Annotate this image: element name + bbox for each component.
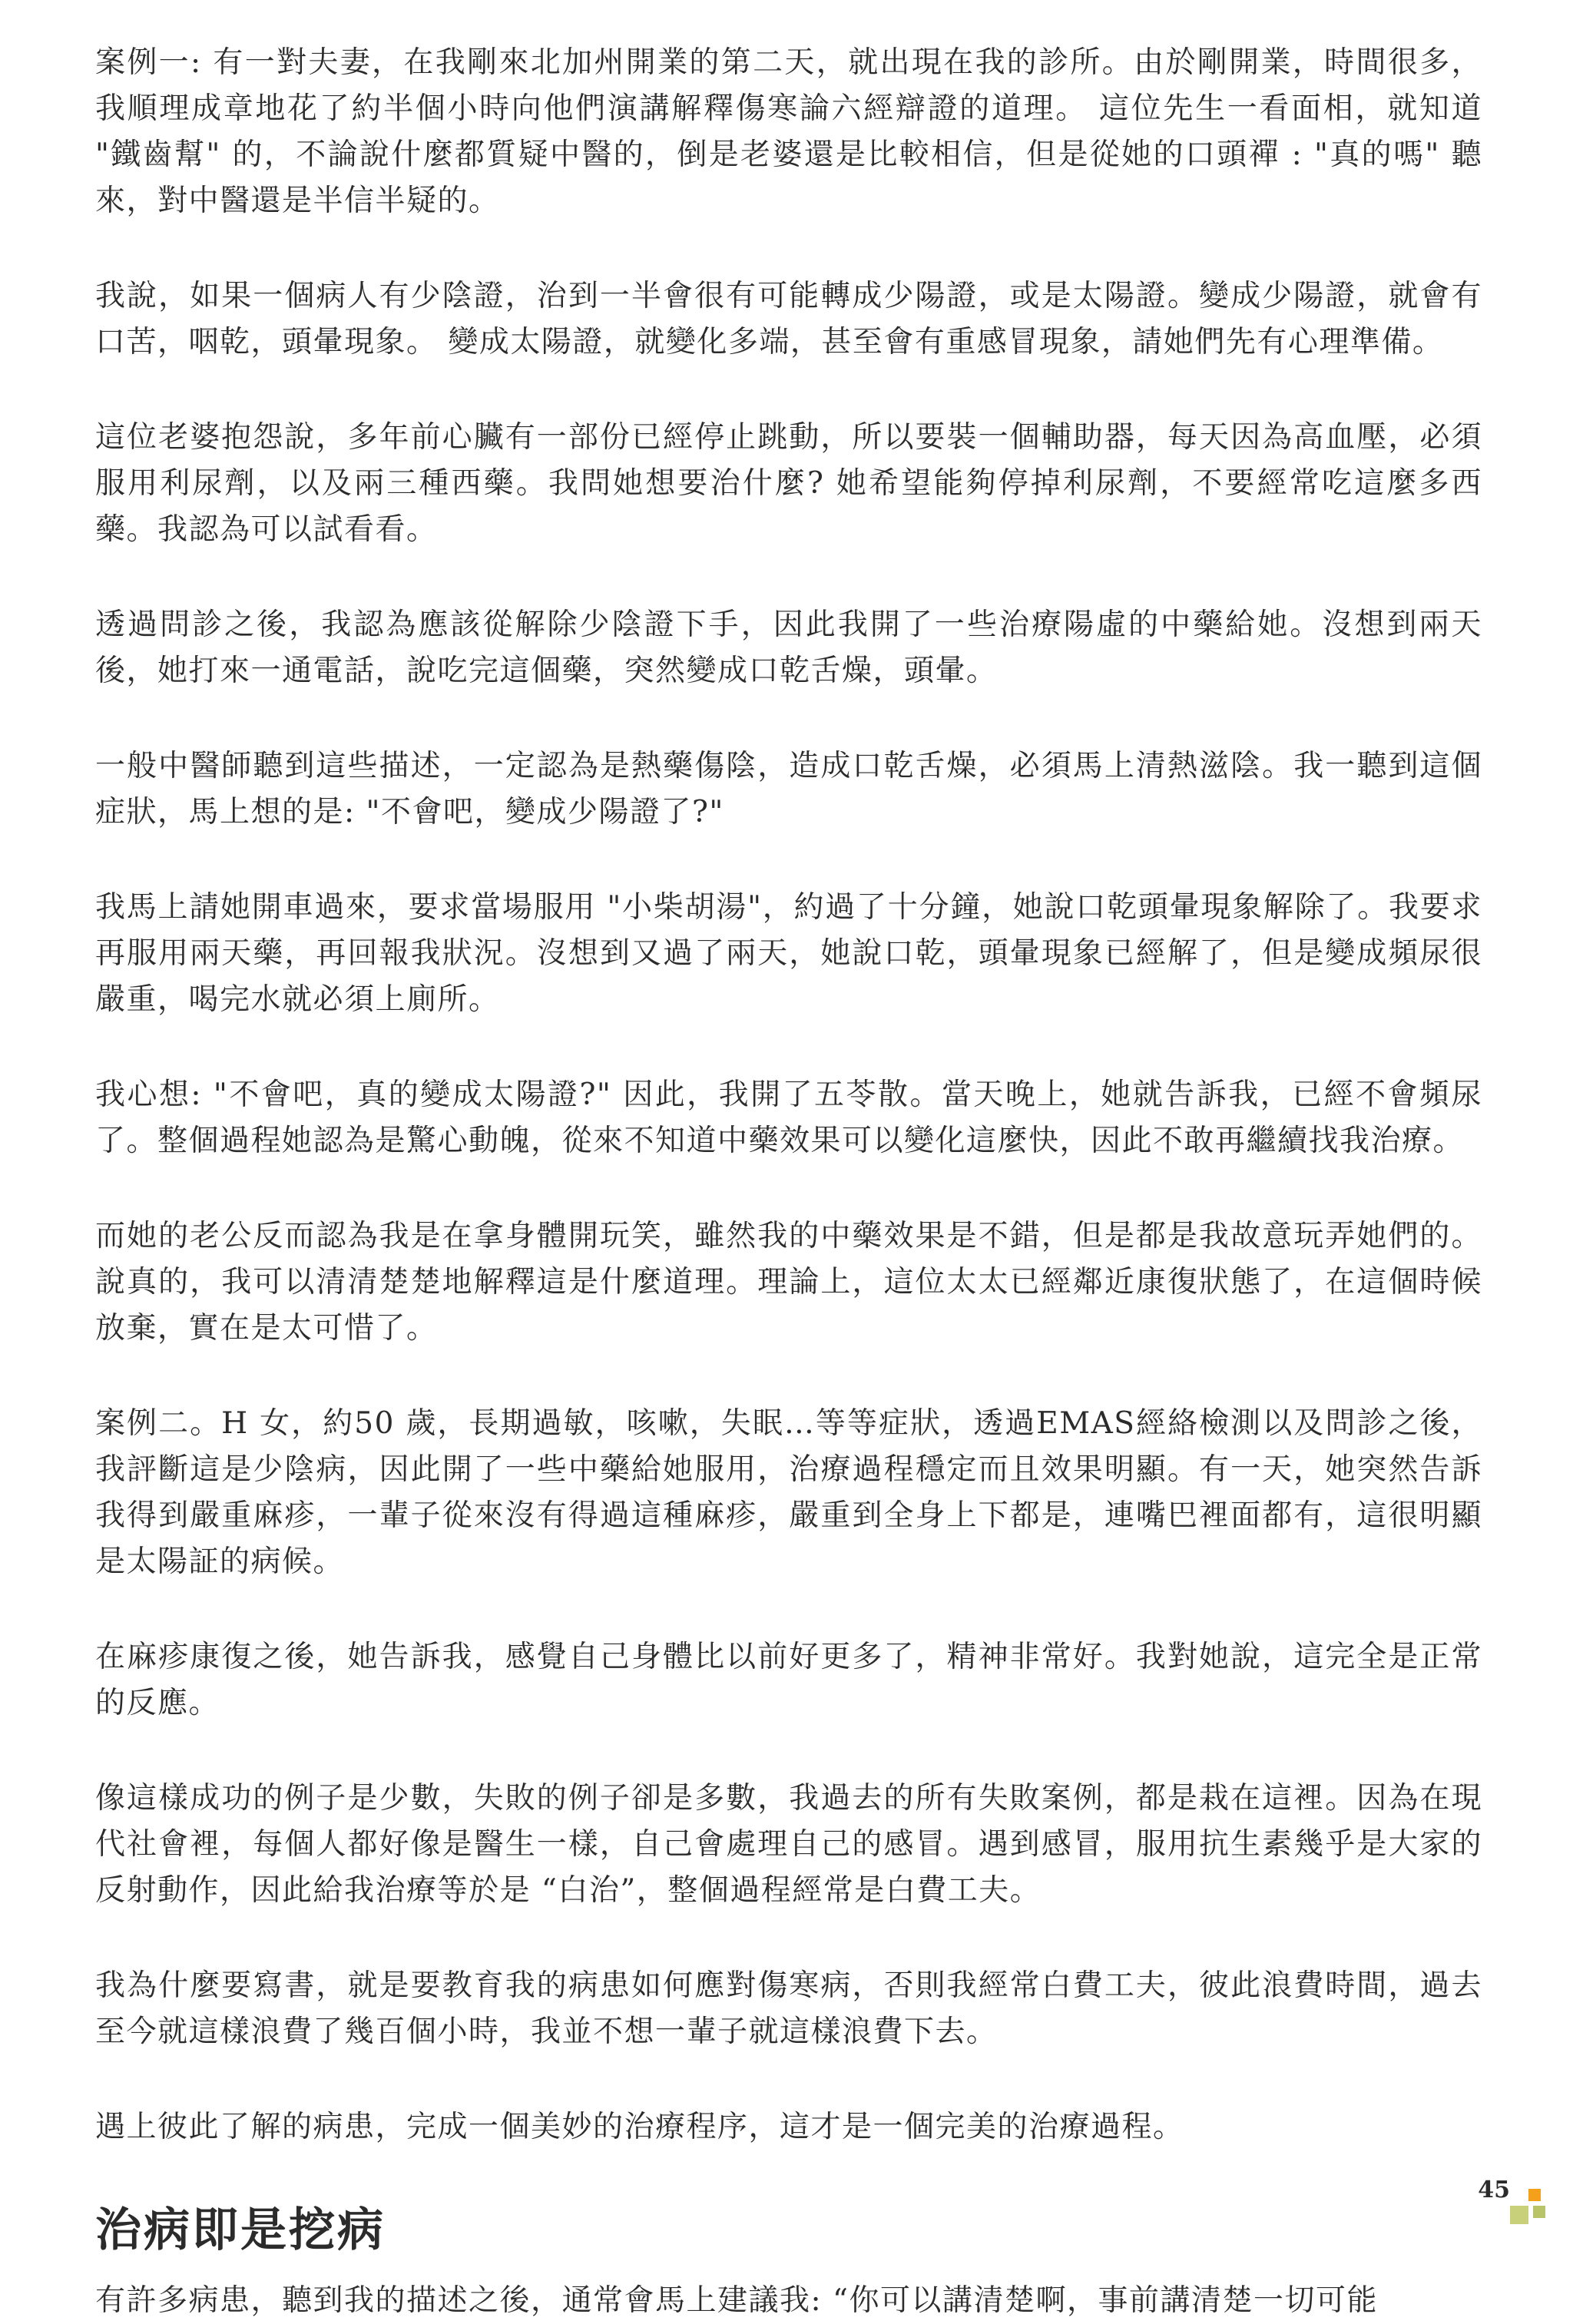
olive-square-small-decoration (1533, 2206, 1545, 2218)
paragraph-why-write: 我為什麼要寫書，就是要教育我的病患如何應對傷寒病，否則我經常白費工夫，彼此浪費時間，過去至今就這樣浪費了幾百個小時，我並不想一輩子就這樣浪費下去。 (95, 1968, 1482, 2049)
paragraph-wife-complaint: 這位老婆抱怨說，多年前心臟有一部份已經停止跳動，所以要裝一個輔助器，每天因為高血壓，必須服用利尿劑，以及兩三種西藥。我問她想要治什麼? 她希望能夠停掉利尿劑，不要經常吃這麼多西藥。我認為可以試看看。 (95, 420, 1482, 547)
page-body (95, 40, 1482, 2324)
paragraph-case-two: 案例二。H 女，約50 歲，長期過敏，咳嗽，失眠…等等症狀，透過EMAS經絡檢測以及問診之後，我評斷這是少陰病，因此開了一些中藥給她服用，治療過程穩定而且效果明顯。有一天，她突然告訴我得到嚴重麻疹，一輩子從來沒有得過這種麻疹，嚴重到全身上下都是，連嘴巴裡面都有，這很明顯是太陽証的病候。 (95, 1406, 1482, 1579)
corner-decoration (1510, 2189, 1573, 2224)
paragraph-explanation: 我說，如果一個病人有少陰證，治到一半會很有可能轉成少陽證，或是太陽證。變成少陽證，就會有口苦，咽乾，頭暈現象。 變成太陽證，就變化多端，甚至會有重感冒現象，請她們先有心理準備。 (95, 279, 1482, 359)
section-heading: 治病即是挖病 (95, 2203, 386, 2257)
paragraph-perfect-process: 遇上彼此了解的病患，完成一個美妙的治療程序，這才是一個完美的治療過程。 (95, 2110, 1184, 2144)
paragraph-wuling: 我心想: "不會吧，真的變成太陽證?" 因此，我開了五苓散。當天晚上，她就告訴我，已經不會頻尿了。整個過程她認為是驚心動魄，從來不知道中藥效果可以變化這麼快，因此不敢再繼續找我治療。 (95, 1078, 1482, 1158)
paragraph-recovery: 在麻疹康復之後，她告訴我，感覺自己身體比以前好更多了，精神非常好。我對她說，這完全是正常的反應。 (95, 1640, 1482, 1720)
orange-square-decoration (1528, 2189, 1541, 2201)
paragraph-typical-doctor: 一般中醫師聽到這些描述，一定認為是熱藥傷陰，造成口乾舌燥，必須馬上清熱滋陰。我一聽到這個症狀，馬上想的是: "不會吧，變成少陽證了?" (95, 749, 1482, 829)
paragraph-xiaochaihu: 我馬上請她開車過來，要求當場服用 "小柴胡湯"，約過了十分鐘，她說口乾頭暈現象解除了。我要求再服用兩天藥，再回報我狀況。沒想到又過了兩天，她說口乾，頭暈現象已經解了，但是變成頻尿很嚴重，喝完水就必須上廁所。 (95, 890, 1482, 1017)
olive-square-decoration (1510, 2206, 1528, 2224)
paragraph-failures: 像這樣成功的例子是少數，失敗的例子卻是多數，我過去的所有失敗案例，都是栽在這裡。因為在現代社會裡，每個人都好像是醫生一樣，自己會處理自己的感冒。遇到感冒，服用抗生素幾乎是大家的反射動作，因此給我治療等於是 “白治”，整個過程經常是白費工夫。 (95, 1781, 1482, 1908)
page-number: 45 (1478, 2177, 1510, 2203)
paragraph-diagnosis: 透過問診之後，我認為應該從解除少陰證下手，因此我開了一些治療陽虛的中藥給她。沒想到兩天後，她打來一通電話，說吃完這個藥，突然變成口乾舌燥，頭暈。 (95, 607, 1482, 688)
paragraph-husband: 而她的老公反而認為我是在拿身體開玩笑，雖然我的中藥效果是不錯，但是都是我故意玩弄她們的。說真的，我可以清清楚楚地解釋這是什麼道理。理論上，這位太太已經鄰近康復狀態了，在這個時候放棄，實在是太可惜了。 (95, 1219, 1482, 1346)
paragraph-section-start: 有許多病患，聽到我的描述之後，通常會馬上建議我: “你可以講清楚啊，事前講清楚一切可能 (95, 2283, 1378, 2318)
paragraph-case-one-intro: 案例一: 有一對夫妻，在我剛來北加州開業的第二天，就出現在我的診所。由於剛開業，時間很多，我順理成章地花了約半個小時向他們演講解釋傷寒論六經辯證的道理。 這位先生一看面相，就知道 "鐵齒幫" 的，不論說什麼都質疑中醫的，倒是老婆還是比較相信，但是從她的口頭禪 : "真的嗎" 聽來，對中醫還是半信半疑的。 (95, 45, 1482, 218)
